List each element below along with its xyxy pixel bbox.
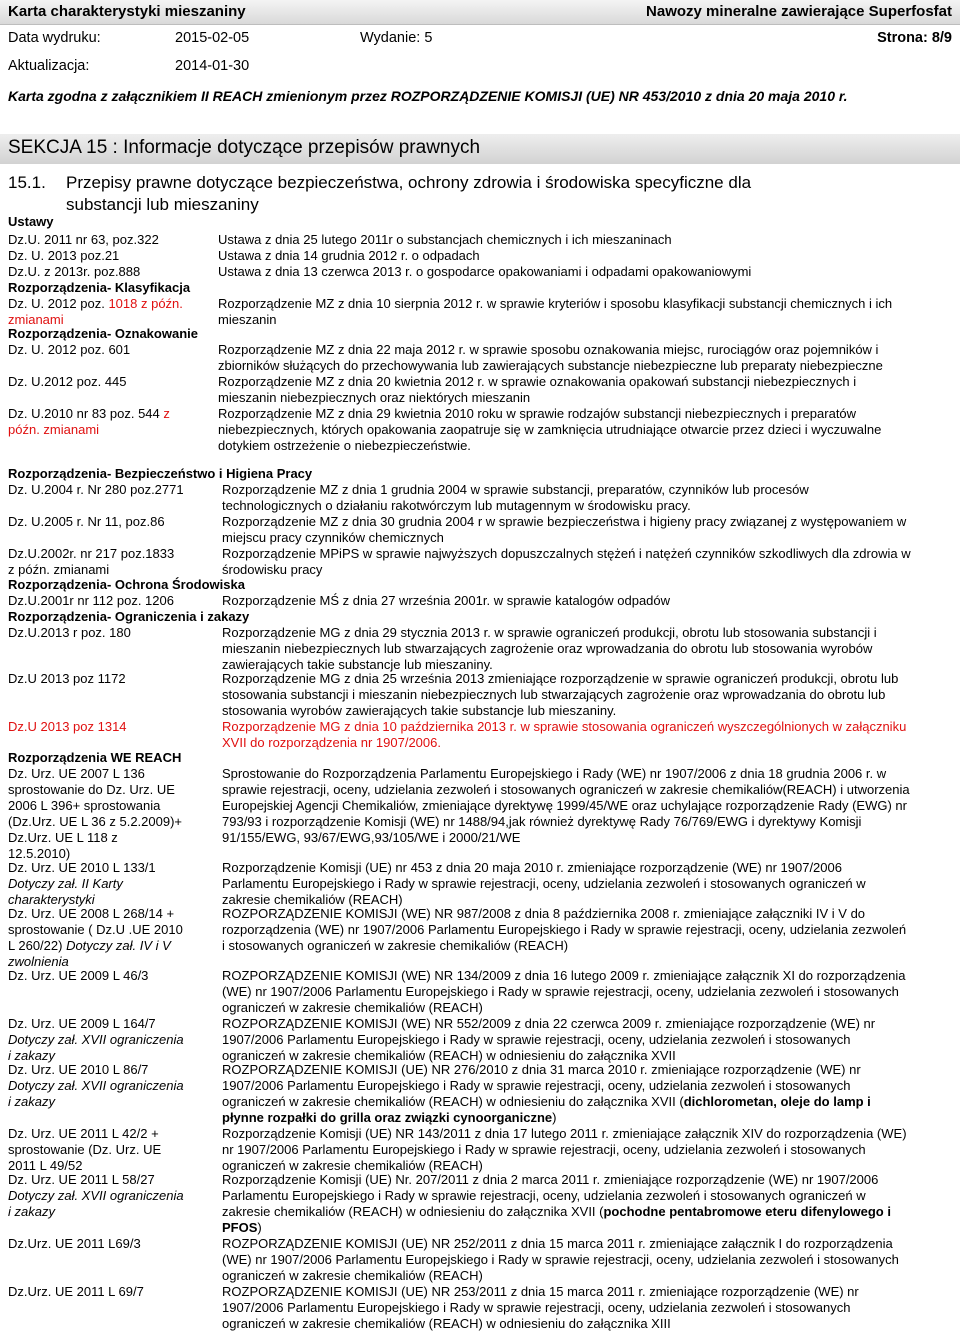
- heading-restrictions: Rozporządzenia- Ograniczenia i zakazy: [8, 609, 250, 624]
- law-desc: ROZPORZĄDZENIE KOMISJI (WE) NR 552/2009 z dnia 22 czerwca 2009 r. zmieniające rozporządzenie (WE) nr 1907/2006 Parlamentu Europejskiego i Rady w sprawie rejestracji, oceny, udzielania zezwoleń i stosowanych ograniczeń w zakresie chemikaliów (REACH) w odniesieniu do załącznika XVII: [222, 1016, 876, 1063]
- law-desc: Ustawa z dnia 25 lutego 2011r o substancjach chemicznych i ich mieszaninach: [218, 232, 672, 247]
- law-ref: Dz.Urz. UE 2011 L 69/7: [8, 1284, 144, 1299]
- law-desc: Rozporządzenie Komisji (UE) Nr. 207/2011 z dnia 2 marca 2011 r. zmieniające rozporządzenie (WE) nr 1907/2006 Parlamentu Europejskiego i Rady w sprawie rejestracji, oceny, udzielania zezwoleń i stosowanych ograniczeń w zakresie chemikaliów (REACH) w odniesieniu do załącznika XVII (pochodne pentabromowe eteru difenylowego i PFOS): [222, 1172, 891, 1235]
- heading-oznakowanie: Rozporządzenia- Oznakowanie: [8, 326, 198, 341]
- heading-bhp: Rozporządzenia- Bezpieczeństwo i Higiena Pracy: [8, 466, 313, 481]
- law-desc: Sprostowanie do Rozporządzenia Parlamentu Europejskiego i Rady (WE) nr 1907/2006 z dnia 18 grudnia 2006 r. w sprawie rejestracji, oceny, udzielania zezwoleń i stosowanych ograniczeń w zakresie chemikaliów(REACH) i utworzenia Europejskiej Agencji Chemikaliów, zmieniające dyrektywę 1999/45/WE oraz uchylające rozporządzenie Rady (EWG) nr 793/93 i rozporządzenie Komisji (WE) nr 1488/94,jak również dyrektywę Rady 76/769/EWG i dyrektywy Komisji 91/155/EWG, 93/67/EWG,93/105/WE i 2000/21/WE: [222, 766, 910, 845]
- law-desc: Rozporządzenie MZ z dnia 10 sierpnia 2012 r. w sprawie kryteriów i sposobu klasyfikacji substancji chemicznych i ich mieszanin: [218, 296, 893, 327]
- heading-environment: Rozporządzenia- Ochrona Środowiska: [8, 577, 245, 592]
- law-ref: Dz. Urz. UE 2011 L 42/2 + sprostowanie (Dz. Urz. UE 2011 L 49/52: [8, 1126, 162, 1173]
- law-ref: Dz. U. 2012 poz. 601: [8, 342, 131, 357]
- subsection-title: 15.1. Przepisy prawne dotyczące bezpieczeństwa, ochrony zdrowia i środowiska specyficzne dla substancji lub mieszaniny: [8, 173, 752, 214]
- law-desc: Rozporządzenie MPiPS w sprawie najwyższych dopuszczalnych stężeń i natężeń czynników szkodliwych dla zdrowia w środowisku pracy: [222, 546, 911, 577]
- law-desc: ROZPORZĄDZENIE KOMISJI (WE) NR 987/2008 z dnia 8 października 2008 r. zmieniające załączniki IV i V do rozporządzenia (WE) nr 1907/2006 Parlamentu Europejskiego i Rady w sprawie rejestracji, oceny, udzielania zezwoleń i stosowanych ograniczeń w zakresie chemikaliów (REACH): [222, 906, 907, 953]
- law-desc: ROZPORZĄDZENIE KOMISJI (UE) NR 252/2011 z dnia 15 marca 2011 r. zmieniające załącznik I do rozporządzenia (WE) nr 1907/2006 Parlamentu Europejskiego i Rady w sprawie rejestracji, oceny, udzielania zezwoleń i stosowanych ograniczeń w zakresie chemikaliów (REACH): [222, 1236, 899, 1283]
- law-ref: Dz.Urz. UE 2011 L69/3: [8, 1236, 141, 1251]
- law-desc: Rozporządzenie MZ z dnia 20 kwietnia 2012 r. w sprawie oznakowania opakowań substancji niebezpiecznych i mieszanin niebezpiecznych oraz niektórych mieszanin: [218, 374, 857, 405]
- heading-klasyfikacja: Rozporządzenia- Klasyfikacja: [8, 280, 191, 295]
- law-desc: Rozporządzenie MZ z dnia 29 kwietnia 2010 roku w sprawie rodzajów substancji niebezpiecznych i preparatów niebezpiecznych, których opakowania zaopatruje się w zamknięcia utrudniające otwarcie przez dzieci i wyczuwalne dotykiem ostrzeżenie o niebezpieczeństwie.: [218, 406, 882, 453]
- law-ref: Dz. U. 2012 poz. 1018 z późn. zmianami: [8, 296, 183, 327]
- law-ref: Dz.U.2001r nr 112 poz. 1206: [8, 593, 174, 608]
- law-ref: Dz. U.2010 nr 83 poz. 544 z późn. zmianami: [8, 406, 170, 437]
- law-ref: Dz.U.2013 r poz. 180: [8, 625, 131, 640]
- page-number: Strona: 8/9: [877, 30, 952, 46]
- law-ref: Dz.U 2013 poz 1314: [8, 719, 127, 734]
- section-title: SEKCJA 15 : Informacje dotyczące przepisów prawnych: [8, 137, 481, 158]
- law-ref: Dz. Urz. UE 2007 L 136 sprostowanie do Dz. Urz. UE 2006 L 396+ sprostowania (Dz.Urz. UE L 36 z 5.2.2009)+ Dz.Urz. UE L 118 z 12.5.2010): [8, 766, 183, 861]
- law-ref: Dz. Urz. UE 2009 L 164/7 Dotyczy zał. XVII ograniczenia i zakazy: [8, 1016, 184, 1063]
- update-date: 2014-01-30: [175, 58, 250, 74]
- update-label: Aktualizacja:: [8, 58, 90, 74]
- law-ref: Dz. U. 2013 poz.21: [8, 248, 120, 263]
- subsection-number: 15.1.: [8, 173, 46, 192]
- law-desc: ROZPORZĄDZENIE KOMISJI (UE) NR 253/2011 z dnia 15 marca 2011 r. zmieniające rozporządzenie (WE) nr 1907/2006 Parlamentu Europejskiego i Rady w sprawie rejestracji, oceny, udzielania zezwoleń i stosowanych ograniczeń w zakresie chemikaliów (REACH) w odniesieniu do załącznika XIII: [222, 1284, 859, 1331]
- law-ref: Dz.U 2013 poz 1172: [8, 671, 126, 686]
- law-ref: Dz. Urz. UE 2010 L 86/7 Dotyczy zał. XVII ograniczenia i zakazy: [8, 1062, 184, 1109]
- law-desc: Rozporządzenie Komisji (UE) NR 143/2011 z dnia 17 lutego 2011 r. zmieniające załącznik XIV do rozporządzenia (WE) nr 1907/2006 Parlamentu Europejskiego i Rady w sprawie rejestracji, oceny, udzielania zezwoleń i stosowanych ograniczeń w zakresie chemikaliów (REACH): [222, 1126, 907, 1173]
- heading-reach: Rozporządzenia WE REACH: [8, 750, 182, 765]
- law-desc: Rozporządzenie MŚ z dnia 27 września 2001r. w sprawie katalogów odpadów: [222, 593, 671, 608]
- print-label: Data wydruku:: [8, 30, 101, 46]
- law-ref: Dz. Urz. UE 2010 L 133/1 Dotyczy zał. II Karty charakterystyki: [8, 860, 156, 907]
- section-header: [0, 134, 960, 164]
- law-desc: Rozporządzenie MZ z dnia 22 maja 2012 r. w sprawie sposobu oznakowania miejsc, rurociągów oraz pojemników i zbiorników służących do przechowywania lub zawierających substancje niebezpieczne lub preparaty niebezpieczne: [218, 342, 883, 373]
- law-desc: Rozporządzenie MG z dnia 10 października 2013 r. w sprawie stosowania ograniczeń wyszczególnionych w załączniku XVII do rozporządzenia nr 1907/2006.: [222, 719, 907, 750]
- law-ref: Dz.U. z 2013r. poz.888: [8, 264, 141, 279]
- law-ref: Dz.U. 2011 nr 63, poz.322: [8, 232, 159, 247]
- heading-ustawy: Ustawy: [8, 214, 54, 229]
- law-desc: Ustawa z dnia 13 czerwca 2013 r. o gospodarce opakowaniami i odpadami opakowaniowymi: [218, 264, 752, 279]
- conformity-note: Karta zgodna z załącznikiem II REACH zmienionym przez ROZPORZĄDZENIE KOMISJI (UE) NR 453/2010 z dnia 20 maja 2010 r.: [8, 88, 848, 104]
- law-ref: Dz. U.2012 poz. 445: [8, 374, 127, 389]
- law-desc: ROZPORZĄDZENIE KOMISJI (WE) NR 134/2009 z dnia 16 lutego 2009 r. zmieniające załącznik XI do rozporządzenia (WE) nr 1907/2006 Parlamentu Europejskiego i Rady w sprawie rejestracji, oceny, udzielania zezwoleń i stosowanych ograniczeń w zakresie chemikaliów (REACH): [222, 968, 906, 1015]
- law-desc: ROZPORZĄDZENIE KOMISJI (UE) NR 276/2010 z dnia 31 marca 2010 r. zmieniające rozporządzenie (WE) nr 1907/2006 Parlamentu Europejskiego i Rady w sprawie rejestracji, oceny, udzielania zezwoleń i stosowanych ograniczeń w zakresie chemikaliów (REACH) w odniesieniu do załącznika XVII (dichlorometan, oleje do lamp i płynne rozpałki do grilla oraz związki cynoorganiczne): [222, 1062, 871, 1125]
- law-desc: Rozporządzenie MG z dnia 29 stycznia 2013 r. w sprawie ograniczeń produkcji, obrotu lub stosowania substancji i mieszanin niebezpiecznych lub stwarzających zagrożenie oraz wprowadzania do obrotu lub stosowania wyrobów zawierających takie substancje lub mieszaniny.: [222, 625, 877, 672]
- law-desc: Rozporządzenie MZ z dnia 1 grudnia 2004 w sprawie substancji, preparatów, czynników lub procesów technologicznych o działaniu rakotwórczym lub mutagennym w środowisku pracy.: [222, 482, 809, 513]
- law-desc: Rozporządzenie MG z dnia 25 września 2013 zmieniające rozporządzenie w sprawie ograniczeń produkcji, obrotu lub stosowania substancji i mieszanin niebezpiecznych lub stwarzających zagrożenie oraz wprowadzania do obrotu lub stosowania wyrobów zawierających takie substancje lub mieszaniny.: [222, 671, 899, 718]
- law-ref: Dz. Urz. UE 2011 L 58/27 Dotyczy zał. XVII ograniczenia i zakazy: [8, 1172, 184, 1219]
- edition: Wydanie: 5: [360, 30, 433, 46]
- law-ref: Dz. U.2005 r. Nr 11, poz.86: [8, 514, 165, 529]
- law-desc: Rozporządzenie Komisji (UE) nr 453 z dnia 20 maja 2010 r. zmieniające rozporządzenie (WE) nr 1907/2006 Parlamentu Europejskiego i Rady w sprawie rejestracji, oceny, udzielania zezwoleń i stosowanych ograniczeń w zakresie chemikaliów (REACH): [222, 860, 866, 907]
- law-ref: Dz. U.2004 r. Nr 280 poz.2771: [8, 482, 184, 497]
- document-title: Karta charakterystyki mieszaniny: [8, 3, 246, 20]
- product-name: Nawozy mineralne zawierające Superfosfat: [646, 3, 952, 20]
- law-ref: Dz. Urz. UE 2008 L 268/14 + sprostowanie ( Dz.U .UE 2010 L 260/22) Dotyczy zał. IV i V zwolnienia: [8, 906, 183, 969]
- document-header: [0, 0, 960, 25]
- law-ref: Dz. Urz. UE 2009 L 46/3: [8, 968, 149, 983]
- law-desc: Rozporządzenie MZ z dnia 30 grudnia 2004 r w sprawie bezpieczeństwa i higieny pracy związanej z występowaniem w miejscu pracy czynników chemicznych: [222, 514, 907, 545]
- law-ref: Dz.U.2002r. nr 217 poz.1833 z późn. zmianami: [8, 546, 175, 577]
- print-date: 2015-02-05: [175, 30, 250, 46]
- law-desc: Ustawa z dnia 14 grudnia 2012 r. o odpadach: [218, 248, 480, 263]
